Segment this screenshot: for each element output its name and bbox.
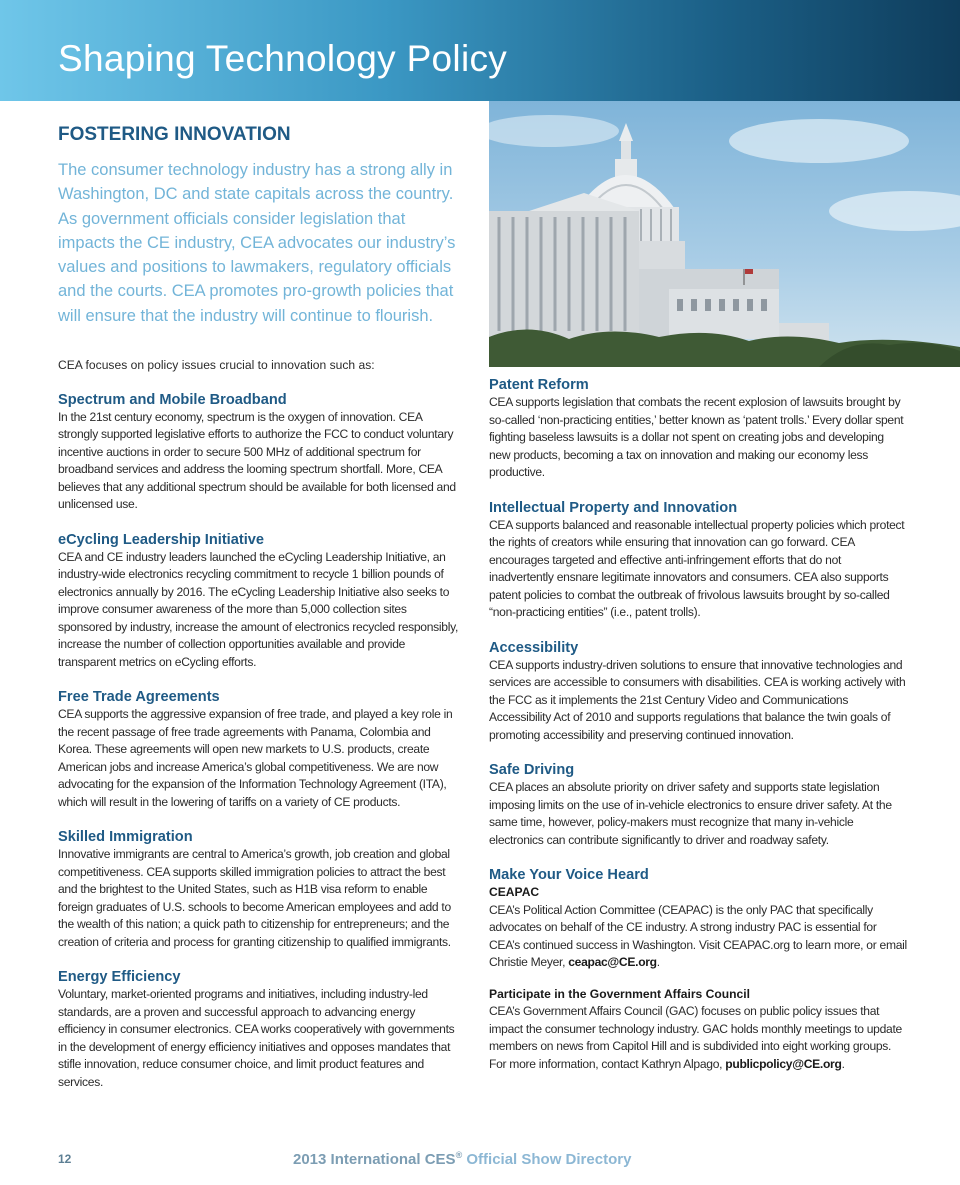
gac-text: CEA’s Government Affairs Council (GAC) focuses on public policy issues that impact the consumer technology industry. GAC holds monthly meetings to update members on news from Capitol Hill and is subdivided into eight working groups. For more information, contact Kathryn Alpago, — [489, 1004, 902, 1071]
capitol-photo — [489, 101, 960, 367]
section-title: Accessibility — [489, 639, 579, 656]
section-heading: FOSTERING INNOVATION — [58, 124, 291, 145]
section-spectrum — [58, 391, 460, 514]
section-body: CEA and CE industry leaders launched the eCycling Leadership Initiative, an industry-wide electronics recycling commitment to recycle 1 billion pounds of electronics annually by 2016. The eCycling Leadership Initiative also seeks to improve consumer awareness of the more than 5,000 collection sites sponsored by industry, increase the amount of electronics recycled responsibly, increase the number of collection opportunities available and provide transparent metrics on eCycling efforts. — [58, 549, 459, 669]
section-title: Energy Efficiency — [58, 969, 181, 986]
section-body: In the 21st century economy, spectrum is the oxygen of innovation. CEA strongly supported legislative efforts to authorize the FCC to conduct voluntary incentive auctions in order to secure 500 MHz of additional spectrum for broadband services and address the looming spectrum shortfall. More, CEA believes that any additional spectrum should be available for both licensed and unlicensed use. — [58, 409, 456, 512]
footer-title — [293, 1150, 631, 1168]
header-banner — [0, 0, 960, 101]
section-body: CEA supports balanced and reasonable intellectual property policies which protect the rights of creators while ensuring that innovation can go forward. CEA encourages targeted and effective anti-infringement efforts that do not inadvertently ensnare legitimate innovators and consumers. CEA also supports patent policies to combat the outbreak of frivolous lawsuits brought by so-called “non-practicing entities” (i.e., patent trolls). — [489, 517, 905, 619]
ceapac-email-link[interactable]: ceapac@CE.org — [568, 955, 657, 969]
gac-body: CEA’s Government Affairs Council (GAC) focuses on public policy issues that impact the consumer technology industry. GAC holds monthly meetings to update members on news from Capitol Hill and is subdivided into eight working groups. For more information, contact Kathryn Alpago, publicpolicy@CE.org. — [489, 1004, 902, 1071]
section-safe-driving — [489, 761, 907, 849]
section-energy-efficiency — [58, 968, 460, 1091]
section-body: CEA places an absolute priority on driver safety and supports state legislation imposing limits on the use of in-vehicle electronics to ensure driver safety. At the same time, however, policy-makers must recognize that many in-vehicle electronics can contribute significantly to driver and roadway safety. — [489, 780, 892, 847]
footer-title-suffix: Official Show Directory — [466, 1151, 632, 1168]
section-title: Safe Driving — [489, 762, 575, 778]
section-title: Make Your Voice Heard — [489, 867, 649, 883]
gac-title: Participate in the Government Affairs Council — [489, 986, 750, 1001]
section-title: Spectrum and Mobile Broadband — [58, 391, 287, 408]
left-column — [58, 124, 460, 1108]
section-body: CEA supports industry-driven solutions to ensure that innovative technologies and services are accessible to consumers with disabilities. CEA is working actively with the FCC as it implements the 21st Century Video and Communications Accessibility Act of 2010 and supports regulations that balance the twin goals of promoting accessibility and preserving continued innovation. — [489, 657, 906, 742]
section-title: Free Trade Agreements — [58, 689, 220, 706]
section-intellectual-property — [489, 499, 907, 622]
ceapac-body: CEA’s Political Action Committee (CEAPAC) is the only PAC that specifically advocates on behalf of the CE industry. A strong industry PAC is essential for CEA’s continued success in Washington. Visit CEAPAC.org to learn more, or email Christie Meyer, ceapac@CE.org. — [489, 902, 907, 969]
section-title: Intellectual Property and Innovation — [489, 499, 738, 516]
section-title: eCycling Leadership Initiative — [58, 531, 264, 548]
intro-paragraph: The consumer technology industry has a strong ally in Washington, DC and state capitals across the country. As government officials consider legislation that impacts the CE industry, CEA advocates our industry’s values and positions to lawmakers, regulatory officials and the courts. CEA promotes pro-growth policies that will ensure that the industry will continue to flourish. — [58, 161, 456, 325]
section-body: CEA supports legislation that combats the recent explosion of lawsuits brought by so-called ‘non-practicing entities,’ better known as ‘patent trolls.’ Every dollar spent fighting baseless lawsuits is a dollar not spent on creating jobs and developing new products, becoming a tax on innovation and making our economy less productive. — [489, 395, 904, 479]
section-make-your-voice-heard — [489, 866, 907, 1073]
section-title: Patent Reform — [489, 377, 589, 393]
publicpolicy-email-link[interactable]: publicpolicy@CE.org — [725, 1056, 842, 1071]
section-body: CEA supports the aggressive expansion of free trade, and played a key role in the recent passage of free trade agreements with Panama, Colombia and Korea. These agreements will open new markets to U.S. products, create American jobs and increase America’s global competitiveness. We are now advocating for the expansion of the Information Technology Agreement (ITA), which will result in the lowering of tariffs on a variety of CE products. — [58, 707, 453, 809]
lead-text: CEA focuses on policy issues crucial to innovation such as: — [58, 358, 375, 373]
page-number: 12 — [58, 1152, 72, 1166]
ceapac-text: CEA’s Political Action Committee (CEAPAC) is the only PAC that specifically advocates on behalf of the CE industry. A strong industry PAC is essential for CEA’s continued success in Washington. Visit CEAPAC.org to learn more, or email Christie Meyer, — [489, 902, 907, 969]
right-column — [489, 376, 907, 1090]
registered-mark: ® — [455, 1150, 463, 1160]
section-accessibility — [489, 639, 907, 745]
section-free-trade — [58, 688, 460, 811]
section-title: Skilled Immigration — [58, 829, 193, 846]
section-ecycling — [58, 531, 460, 672]
section-skilled-immigration — [58, 828, 460, 951]
section-patent-reform — [489, 376, 907, 482]
footer-title-main: 2013 International CES — [293, 1151, 456, 1168]
page-title: Shaping Technology Policy — [58, 38, 508, 79]
section-body: Innovative immigrants are central to America’s growth, job creation and global competitiveness. CEA supports skilled immigration policies to attract the best and the brightest to the United States, such as H1B visa reform to enable foreign graduates of U.S. schools to become American employees and add to the wealth of this nation; a quick path to citizenship for entrepreneurs; and the creation of criteria and process for granting citizenship to qualified immigrants. — [58, 847, 451, 949]
section-body: Voluntary, market-oriented programs and initiatives, including industry-led standards, are a proven and successful approach to advancing energy efficiency in consumer electronics. CEA works cooperatively with governments in the development of energy efficiency initiatives and opposes mandates that stifle innovation, reduce consumer choice, and limit product features and services. — [58, 987, 455, 1089]
ceapac-title: CEAPAC — [489, 885, 540, 899]
